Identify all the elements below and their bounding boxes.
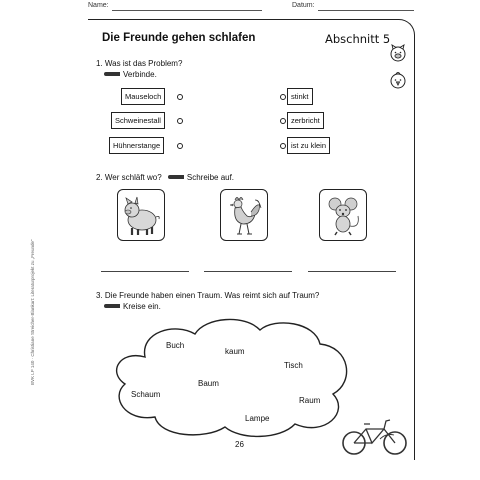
rhyme-word-4[interactable]: Schaum <box>131 390 161 399</box>
mouse-icon <box>320 190 366 240</box>
pencil-icon <box>104 72 120 76</box>
rhyme-word-5[interactable]: Baum <box>198 379 219 388</box>
bicycle-icon <box>340 415 410 457</box>
q1-right-box-3[interactable]: ist zu klein <box>287 137 330 154</box>
rhyme-word-6[interactable]: Raum <box>299 396 321 405</box>
q1-left-box-2[interactable]: Schweinestall <box>111 112 165 129</box>
q1-right-box-2[interactable]: zerbricht <box>287 112 324 129</box>
section-label: Abschnitt 5 <box>325 32 391 46</box>
chick-face-icon <box>389 71 407 89</box>
q2-answer-line-2[interactable] <box>204 271 292 272</box>
date-label: Datum: <box>292 2 315 9</box>
q1-right-dot-3[interactable] <box>280 143 286 149</box>
q1-instruction: Verbinde. <box>123 70 157 79</box>
q1-left-dot-3[interactable] <box>177 143 183 149</box>
pencil-icon <box>104 304 120 308</box>
page-number: 26 <box>235 440 244 449</box>
rhyme-word-3[interactable]: Tisch <box>284 361 303 370</box>
q2-instruction: Schreibe auf. <box>186 173 235 182</box>
q1-left-box-3[interactable]: Hühnerstange <box>109 137 164 154</box>
rooster-picture <box>220 189 268 241</box>
rhyme-word-1[interactable]: Buch <box>166 341 185 350</box>
q1-left-dot-2[interactable] <box>177 118 183 124</box>
q1-left-box-1[interactable]: Mauseloch <box>121 88 165 105</box>
q3-question: 3. Die Freunde haben einen Traum. Was reimt sich auf Traum? <box>96 291 320 300</box>
q2-answer-line-3[interactable] <box>308 271 396 272</box>
dream-cloud <box>105 312 360 440</box>
q1-right-dot-2[interactable] <box>280 118 286 124</box>
side-note: BVK LP 140 · Christiane Streicher-Blankart: Literaturprojekt zu „Freunde“ <box>30 239 35 385</box>
q1-question: 1. Was ist das Problem? <box>96 59 183 68</box>
q1-left-dot-1[interactable] <box>177 94 183 100</box>
rhyme-word-2[interactable]: kaum <box>225 347 245 356</box>
rooster-icon <box>221 190 267 240</box>
rhyme-word-7[interactable]: Lampe <box>245 414 270 423</box>
q2-question-row <box>96 173 234 182</box>
pig-face-icon <box>389 44 407 62</box>
q3-instruction-row <box>104 302 161 311</box>
q1-right-dot-1[interactable] <box>280 94 286 100</box>
q1-right-box-1[interactable]: stinkt <box>287 88 313 105</box>
page-title: Die Freunde gehen schlafen <box>102 32 256 44</box>
mouse-picture <box>319 189 367 241</box>
pencil-icon <box>168 175 184 179</box>
pig-picture <box>117 189 165 241</box>
q1-instruction-row <box>104 70 157 79</box>
name-line[interactable] <box>112 10 262 11</box>
q2-answer-line-1[interactable] <box>101 271 189 272</box>
date-line[interactable] <box>318 10 414 11</box>
pig-icon <box>118 190 164 240</box>
name-label: Name: <box>88 2 109 9</box>
q2-question: 2. Wer schläft wo? <box>96 173 162 182</box>
q3-instruction: Kreise ein. <box>123 302 161 311</box>
